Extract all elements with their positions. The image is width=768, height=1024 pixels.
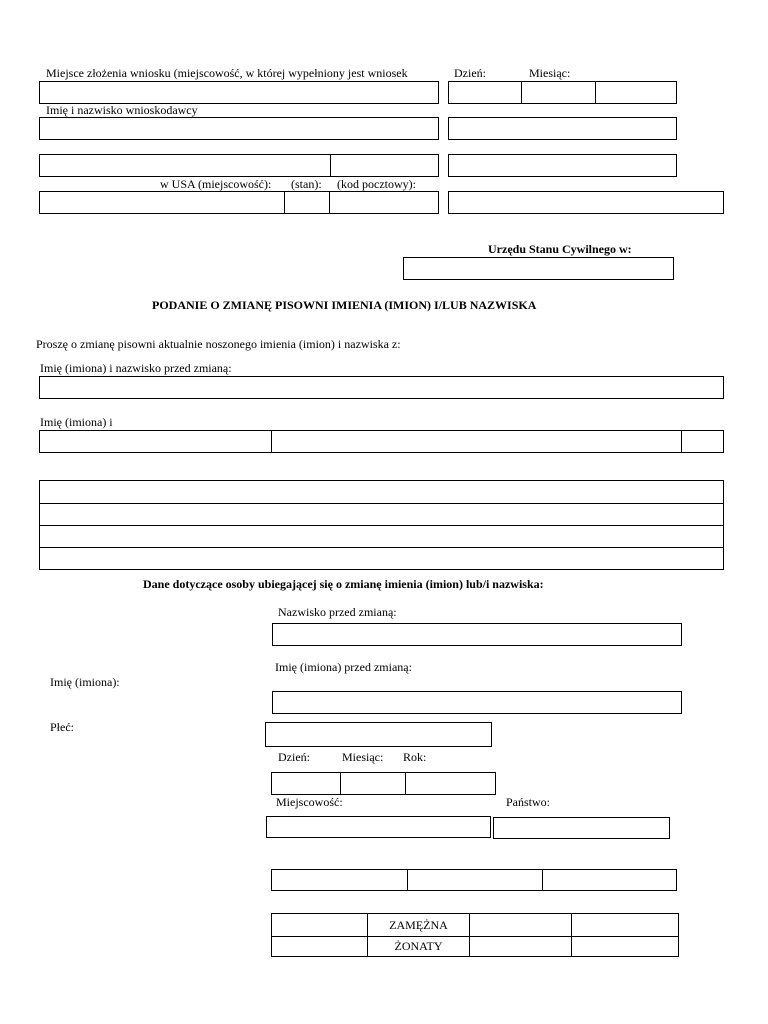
birth-place-label: Miejscowość: xyxy=(276,795,343,809)
address-row xyxy=(39,154,439,177)
marital-male-cell-3[interactable] xyxy=(470,936,572,956)
marital-female-cell-1[interactable] xyxy=(272,914,368,936)
request-text: Proszę o zmianę pisowni aktualnie noszonego imienia (imion) i nazwiska z: xyxy=(36,337,401,351)
year-field[interactable] xyxy=(596,82,676,103)
given-names-after-field[interactable] xyxy=(40,431,272,452)
marital-male-cell-1[interactable] xyxy=(272,936,368,956)
marital-row-male xyxy=(271,936,679,957)
birth-date-row xyxy=(271,772,496,795)
name-after-label: Imię (imiona) i xyxy=(40,415,113,429)
state-label: (stan): xyxy=(291,177,322,191)
day-label: Dzień: xyxy=(454,66,486,80)
name-after-extra-field[interactable] xyxy=(682,431,723,452)
applicant-extra-field-3[interactable] xyxy=(448,191,724,214)
birth-year-field[interactable] xyxy=(406,773,495,794)
three-cell-field-3[interactable] xyxy=(543,870,676,890)
marital-female-cell-3[interactable] xyxy=(470,914,572,936)
given-names-label: Imię (imiona): xyxy=(50,675,120,689)
surname-before-field[interactable] xyxy=(272,623,682,646)
additional-lines-table xyxy=(39,480,724,570)
surname-before-label: Nazwisko przed zmianą: xyxy=(278,605,397,619)
birth-country-label: Państwo: xyxy=(506,795,551,809)
state-field[interactable] xyxy=(285,192,330,213)
additional-line-4[interactable] xyxy=(40,548,723,569)
three-cell-row xyxy=(271,869,677,891)
date-fields xyxy=(448,81,677,104)
given-names-before-label: Imię (imiona) przed zmianą: xyxy=(275,660,412,674)
name-after-row xyxy=(39,430,724,453)
apartment-field[interactable] xyxy=(331,155,438,176)
birth-day-field[interactable] xyxy=(272,773,341,794)
married-male-label: ŻONATY xyxy=(368,936,470,956)
month-label: Miesiąc: xyxy=(529,66,571,80)
usa-city-field[interactable] xyxy=(40,192,285,213)
three-cell-field-1[interactable] xyxy=(272,870,408,890)
month-field[interactable] xyxy=(522,82,596,103)
additional-line-2[interactable] xyxy=(40,504,723,525)
given-names-field[interactable] xyxy=(272,691,682,714)
zip-field[interactable] xyxy=(330,192,438,213)
sex-field[interactable] xyxy=(265,722,492,747)
birth-country-field[interactable] xyxy=(493,817,670,839)
place-field[interactable] xyxy=(39,81,439,104)
usa-address-row xyxy=(39,191,439,214)
name-before-field[interactable] xyxy=(39,376,724,399)
marital-female-cell-4[interactable] xyxy=(572,914,678,936)
form-title: PODANIE O ZMIANĘ PISOWNI IMIENIA (IMION) I/LUB NAZWISKA xyxy=(152,298,537,312)
additional-line-3[interactable] xyxy=(40,526,723,547)
married-female-label: ZAMĘŻNA xyxy=(368,914,470,936)
birth-place-field[interactable] xyxy=(266,816,491,838)
applicant-name-field[interactable] xyxy=(39,117,439,140)
registry-office-label: Urzędu Stanu Cywilnego w: xyxy=(488,242,632,256)
additional-line-1[interactable] xyxy=(40,481,723,503)
birth-month-field[interactable] xyxy=(341,773,406,794)
applicant-extra-field-2[interactable] xyxy=(448,154,677,177)
sex-label: Płeć: xyxy=(50,720,74,734)
birth-month-label: Miesiąc: xyxy=(342,750,384,764)
place-label: Miejsce złożenia wniosku (miejscowość, w której wypełniony jest wniosek xyxy=(46,66,408,80)
applicant-extra-field-1[interactable] xyxy=(448,117,677,140)
name-before-label: Imię (imiona) i nazwisko przed zmianą: xyxy=(40,361,232,375)
three-cell-field-2[interactable] xyxy=(408,870,543,890)
applicant-name-label: Imię i nazwisko wnioskodawcy xyxy=(46,103,198,117)
birth-day-label: Dzień: xyxy=(278,750,310,764)
day-field[interactable] xyxy=(449,82,522,103)
street-field[interactable] xyxy=(40,155,331,176)
surname-after-field[interactable] xyxy=(272,431,682,452)
zip-label: (kod pocztowy): xyxy=(337,177,416,191)
person-section-title: Dane dotyczące osoby ubiegającej się o zmianę imienia (imion) lub/i nazwiska: xyxy=(143,577,544,591)
marital-male-cell-4[interactable] xyxy=(572,936,678,956)
registry-office-field[interactable] xyxy=(403,257,674,280)
birth-year-label: Rok: xyxy=(403,750,427,764)
marital-row-female xyxy=(271,913,679,937)
usa-city-label: w USA (miejscowość): xyxy=(160,177,272,191)
